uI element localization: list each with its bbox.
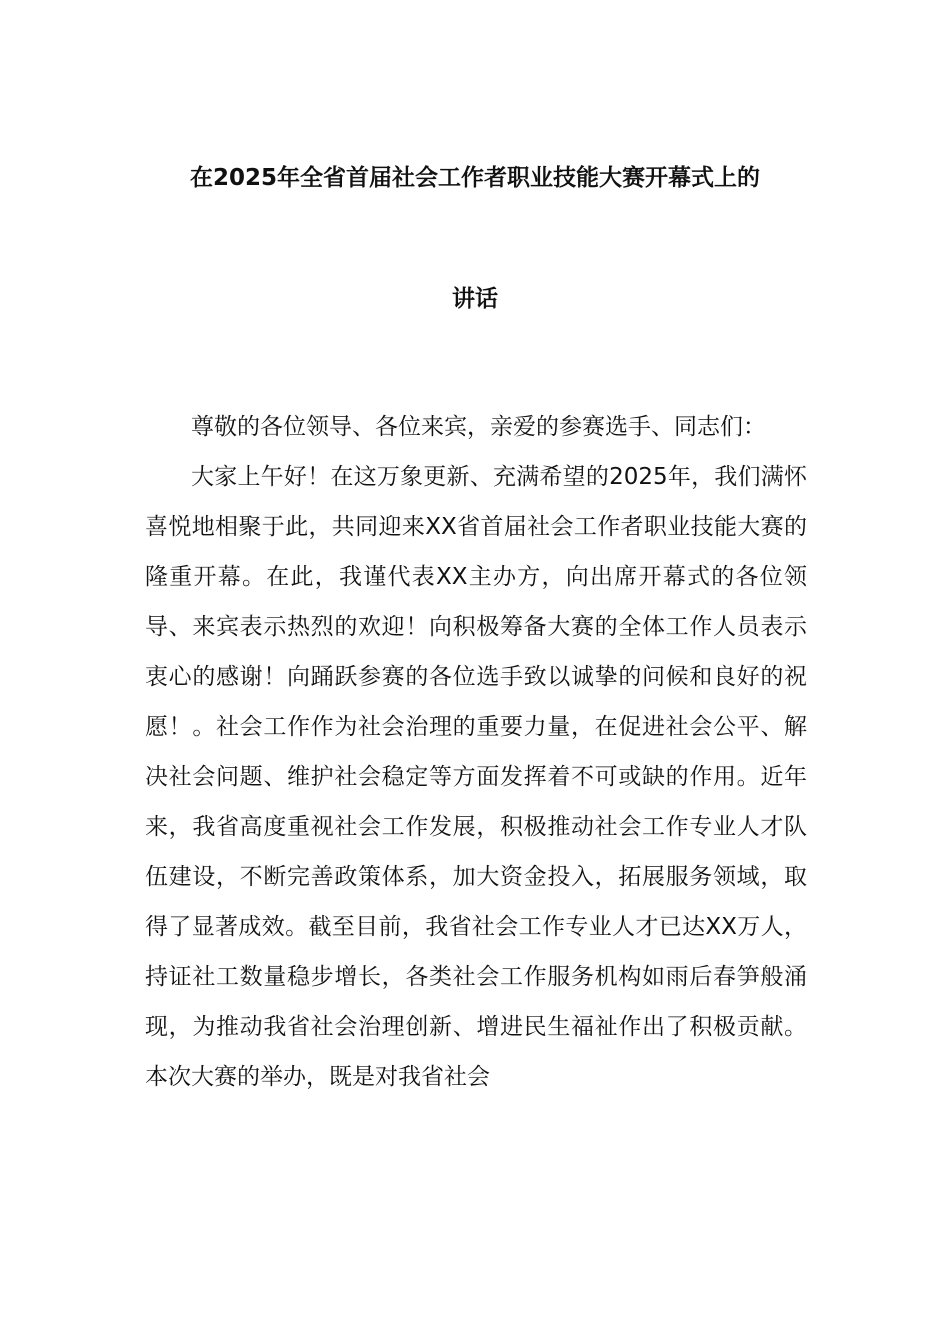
- body-paragraph: 大家上午好！在这万象更新、充满希望的2025年，我们满怀喜悦地相聚于此，共同迎来XX省首届社会工作者职业技能大赛的隆重开幕。在此，我谨代表XX主办方，向出席开幕式的各位领导、来宾表示热烈的欢迎！向积极筹备大赛的全体工作人员表示衷心的感谢！向踊跃参赛的各位选手致以诚挚的问候和良好的祝愿！。社会工作作为社会治理的重要力量，在促进社会公平、解决社会问题、维护社会稳定等方面发挥着不可或缺的作用。近年来，我省高度重视社会工作发展，积极推动社会工作专业人才队伍建设，不断完善政策体系，加大资金投入，拓展服务领域，取得了显著成效。截至目前，我省社会工作专业人才已达XX万人，持证社工数量稳步增长，各类社会工作服务机构如雨后春笋般涌现，为推动我省社会治理创新、增进民生福祉作出了积极贡献。本次大赛的举办，既是对我省社会: [145, 464, 807, 1090]
- document-body: [145, 402, 807, 1102]
- salutation-paragraph: 尊敬的各位领导、各位来宾，亲爱的参赛选手、同志们：: [191, 414, 766, 440]
- document-title-line-2: 讲话: [452, 286, 498, 312]
- document-title-line-1: 在2025年全省首届社会工作者职业技能大赛开幕式上的: [189, 165, 760, 191]
